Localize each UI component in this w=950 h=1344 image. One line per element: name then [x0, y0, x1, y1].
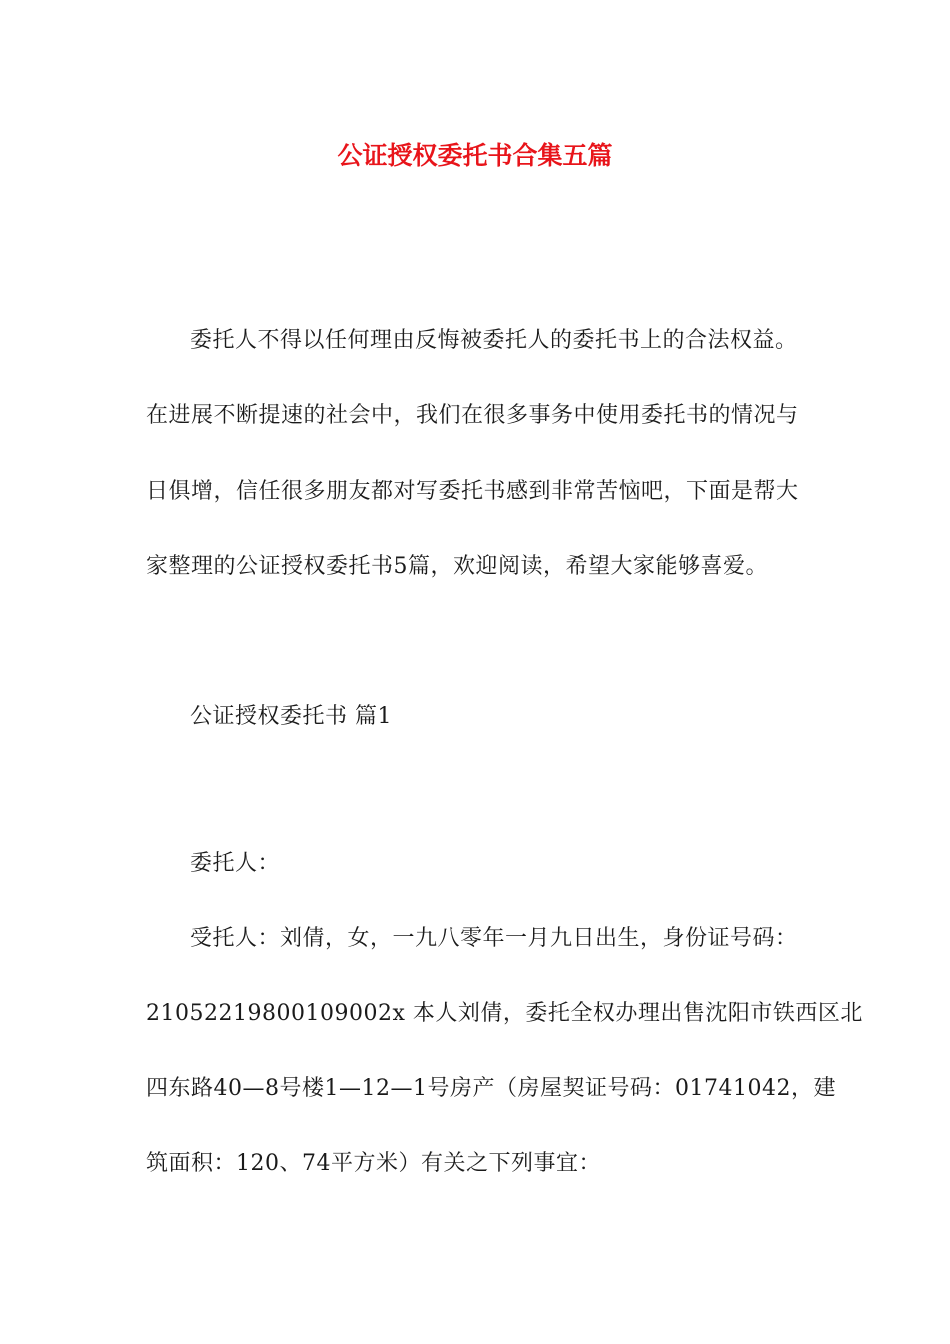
intro-line-2: 在进展不断提速的社会中，我们在很多事务中使用委托书的情况与: [146, 403, 799, 428]
agent-line-3: 四东路40—8号楼1—12—1号房产（房屋契证号码：01741042，建: [146, 1076, 836, 1101]
agent-line-1: 受托人：刘倩，女，一九八零年一月九日出生，身份证号码：: [190, 926, 798, 951]
principal-label: 委托人：: [190, 851, 281, 876]
document-title: 公证授权委托书合集五篇: [337, 141, 613, 170]
section-heading: 公证授权委托书 篇1: [190, 704, 392, 729]
intro-line-3: 日俱增，信任很多朋友都对写委托书感到非常苦恼吧，下面是帮大: [146, 479, 799, 504]
agent-line-4: 筑面积：120、74平方米）有关之下列事宜：: [146, 1151, 601, 1176]
intro-line-1: 委托人不得以任何理由反悔被委托人的委托书上的合法权益。: [190, 328, 798, 353]
agent-line-2: 21052219800109002x 本人刘倩，委托全权办理出售沈阳市铁西区北: [146, 1001, 863, 1026]
intro-line-4: 家整理的公证授权委托书5篇，欢迎阅读，希望大家能够喜爱。: [146, 554, 768, 579]
